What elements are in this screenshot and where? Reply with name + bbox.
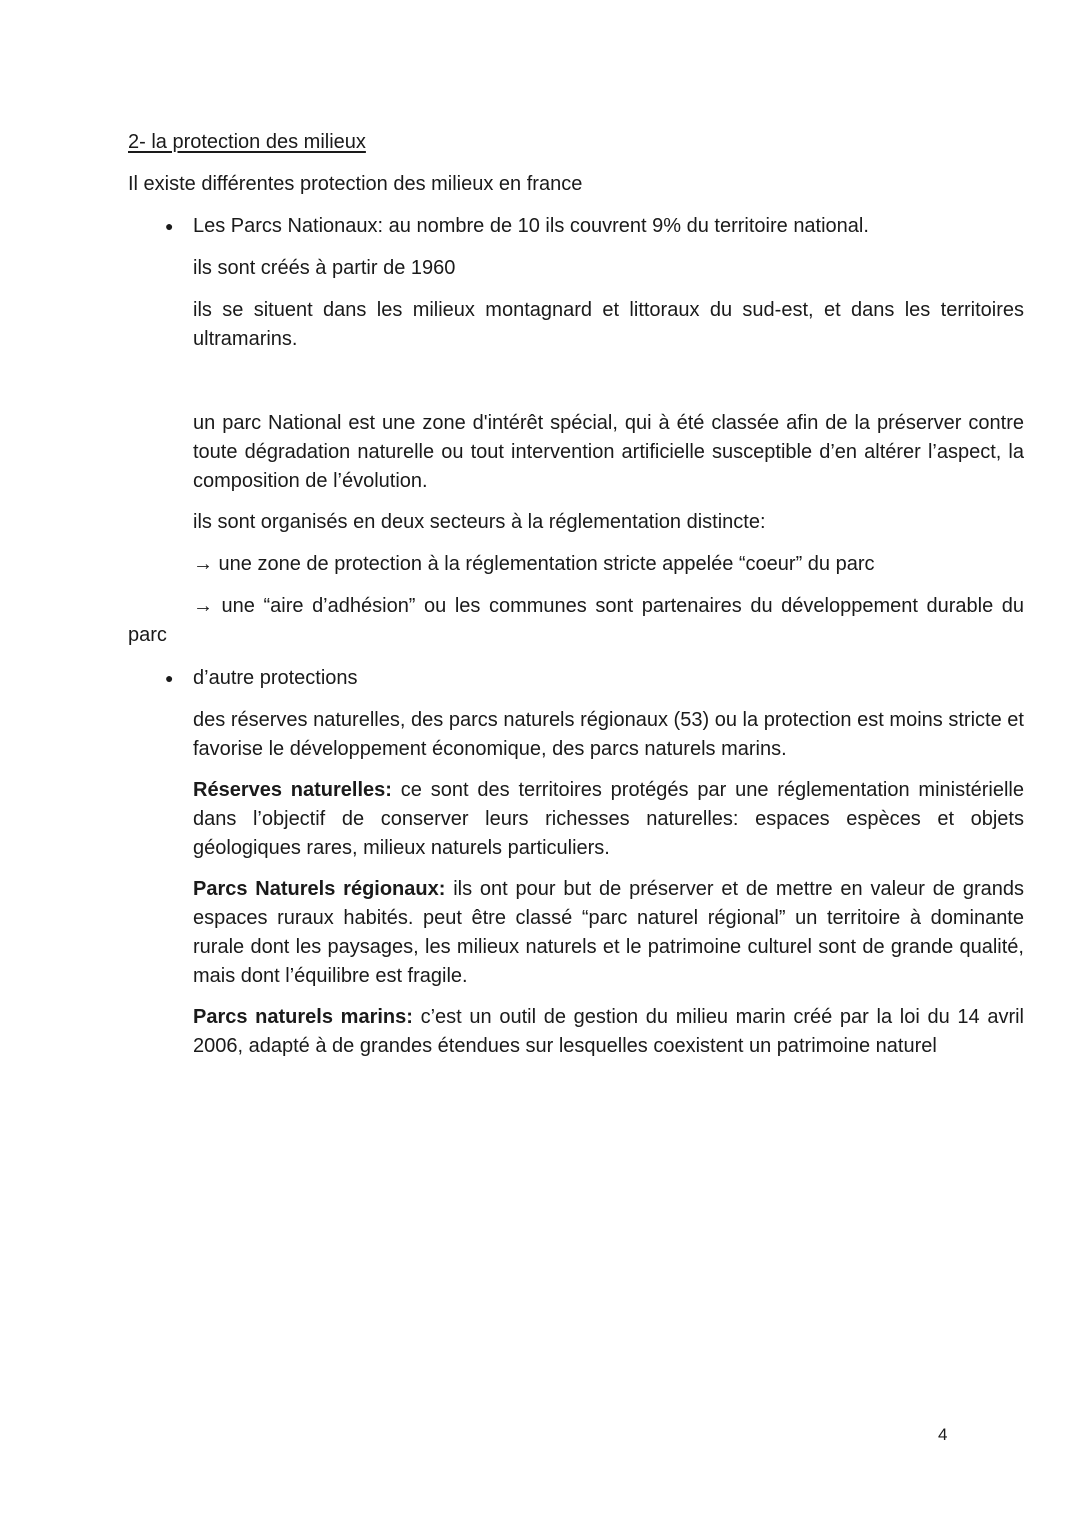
paragraph-definition: un parc National est une zone d'intérêt spécial, qui à été classée afin de la préserver contre toute dégradation naturelle ou tout intervention artificielle susceptible d’en altérer l’aspect, la composition de l’évolution. bbox=[193, 412, 1024, 492]
intro-text: Il existe différentes protection des milieux en france bbox=[128, 173, 583, 195]
page-number: 4 bbox=[938, 1425, 948, 1444]
paragraph-reserves-naturelles bbox=[193, 776, 1024, 863]
paragraph-location: ils se situent dans les milieux montagnard et littoraux du sud-est, et dans les territoires ultramarins. bbox=[193, 299, 1024, 350]
definition-reserves-naturelles: ce sont des territoires protégés par une réglementation ministérielle dans l’objectif de conserver leurs richesses naturelles: espaces espèces et objets géologiques rares, milieux naturels particuliers. bbox=[193, 779, 1024, 859]
term-parcs-marins: Parcs naturels marins: bbox=[193, 1006, 413, 1028]
paragraph-aire-adhesion: → une “aire d’adhésion” ou les communes sont partenaires du développement durable du parc bbox=[128, 595, 1024, 646]
bullet-autres-protections: d’autre protections bbox=[193, 667, 358, 689]
bullet-parcs-nationaux: Les Parcs Nationaux: au nombre de 10 ils couvrent 9% du territoire national. bbox=[193, 215, 869, 237]
paragraph-sectors: ils sont organisés en deux secteurs à la réglementation distincte: bbox=[193, 511, 766, 533]
term-parcs-regionaux: Parcs Naturels régionaux: bbox=[193, 878, 446, 900]
definition-parcs-marins: c’est un outil de gestion du milieu marin créé par la loi du 14 avril 2006, adapté à de grandes étendues sur lesquelles coexistent un patrimoine naturel bbox=[193, 1006, 1024, 1057]
bullet-marker: ● bbox=[165, 218, 174, 234]
paragraph-parcs-regionaux bbox=[193, 875, 1024, 991]
paragraph-parcs-marins bbox=[193, 1003, 1024, 1061]
paragraph-creation-date: ils sont créés à partir de 1960 bbox=[193, 257, 456, 279]
section-heading: 2- la protection des milieux bbox=[128, 131, 366, 153]
definition-parcs-regionaux: ils ont pour but de préserver et de mettre en valeur de grands espaces ruraux habités. peut être classé “parc naturel régional” un territoire à dominante rurale dont les paysages, les milieux naturels et le patrimoine culturel sont de grande qualité, mais dont l’équilibre est fragile. bbox=[193, 878, 1025, 987]
paragraph-autres-list: des réserves naturelles, des parcs naturels régionaux (53) ou la protection est moins stricte et favorise le développement économique, des parcs naturels marins. bbox=[193, 709, 1024, 760]
term-reserves-naturelles: Réserves naturelles: bbox=[193, 779, 392, 801]
paragraph-coeur: → une zone de protection à la réglementation stricte appelée “coeur” du parc bbox=[193, 553, 875, 575]
bullet-marker: ● bbox=[165, 670, 174, 686]
